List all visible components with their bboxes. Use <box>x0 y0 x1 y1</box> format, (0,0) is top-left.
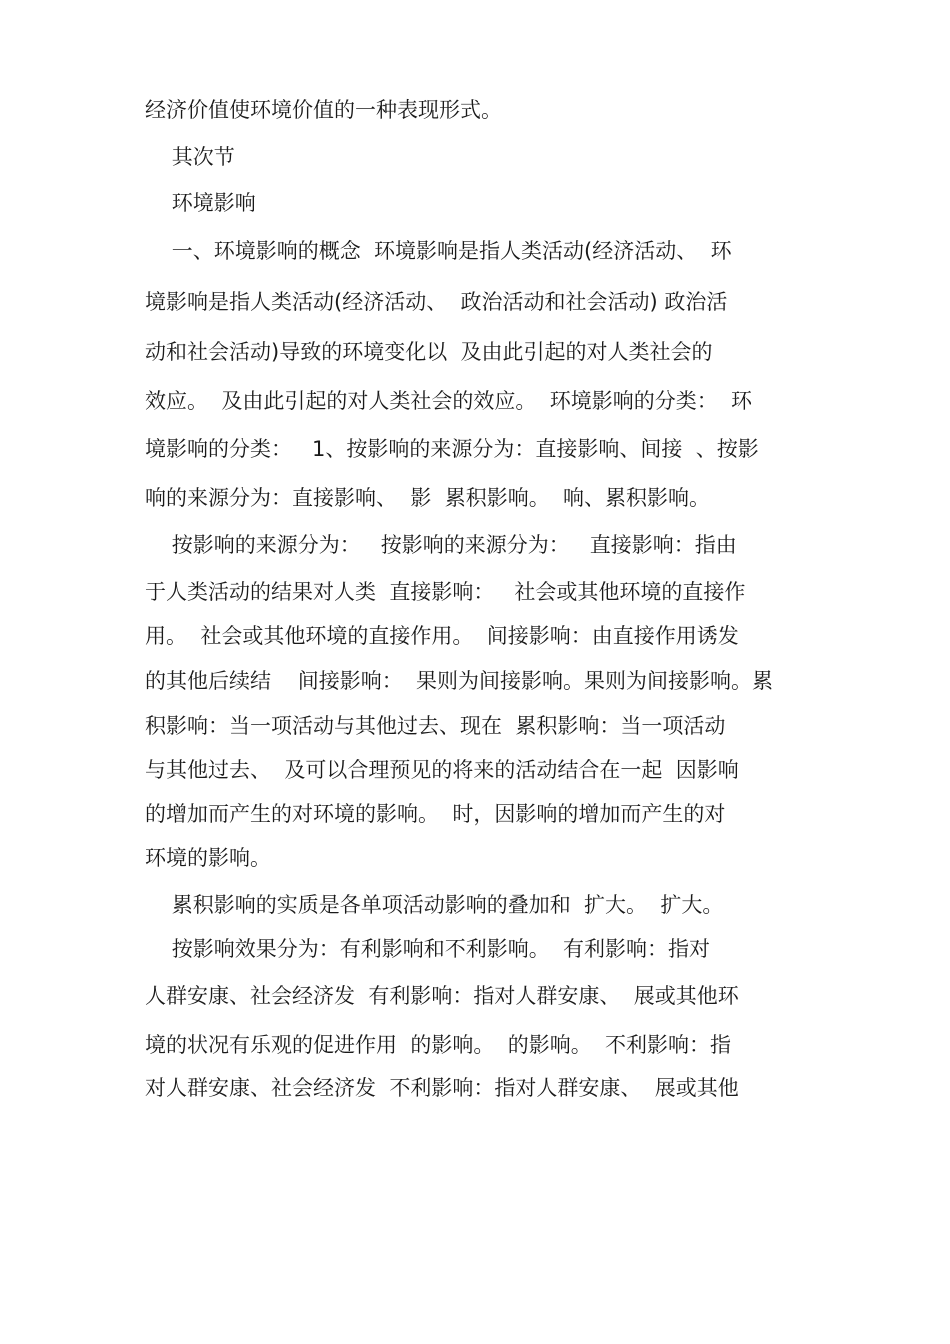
text-line: 一、环境影响的概念 环境影响是指人类活动(经济活动、 环 <box>145 239 732 263</box>
text-line: 的增加而产生的对环境的影响。 时，因影响的增加而产生的对 <box>145 802 726 826</box>
text-line: 效应。 及由此引起的对人类社会的效应。 环境影响的分类： 环 <box>145 389 753 413</box>
text-line: 对人群安康、社会经济发 不利影响：指对人群安康、 展或其他 <box>145 1076 739 1100</box>
text-line: 积影响：当一项活动与其他过去、现在 累积影响：当一项活动 <box>145 714 726 738</box>
text-line: 按影响效果分为：有利影响和不利影响。 有利影响：指对 <box>145 937 711 961</box>
text-line: 经济价值使环境价值的一种表现形式。 <box>145 98 502 122</box>
text-line: 境影响的分类： 1、按影响的来源分为：直接影响、间接 、按影 <box>145 437 759 461</box>
text-line: 境影响是指人类活动(经济活动、 政治活动和社会活动) 政治活 <box>145 290 728 314</box>
text-line: 境的状况有乐观的促进作用 的影响。 的影响。 不利影响：指 <box>145 1033 732 1057</box>
text-line: 动和社会活动)导致的环境变化以 及由此引起的对人类社会的 <box>145 340 713 364</box>
section-title: 环境影响 <box>145 191 256 215</box>
text-line: 环境的影响。 <box>145 846 271 870</box>
text-line: 按影响的来源分为： 按影响的来源分为： 直接影响：指由 <box>145 533 737 557</box>
text-line: 于人类活动的结果对人类 直接影响： 社会或其他环境的直接作 <box>145 580 746 604</box>
section-heading: 其次节 <box>145 145 235 169</box>
text-line: 与其他过去、 及可以合理预见的将来的活动结合在一起 因影响 <box>145 758 739 782</box>
text-line: 人群安康、社会经济发 有利影响：指对人群安康、 展或其他环 <box>145 984 739 1008</box>
text-line: 累积影响的实质是各单项活动影响的叠加和 扩大。 扩大。 <box>145 893 724 917</box>
text-line: 用。 社会或其他环境的直接作用。 间接影响：由直接作用诱发 <box>145 624 739 648</box>
text-line: 的其他后续结 间接影响： 果则为间接影响。果则为间接影响。累 <box>145 669 774 693</box>
text-line: 响的来源分为：直接影响、 影 累积影响。 响、累积影响。 <box>145 486 711 510</box>
